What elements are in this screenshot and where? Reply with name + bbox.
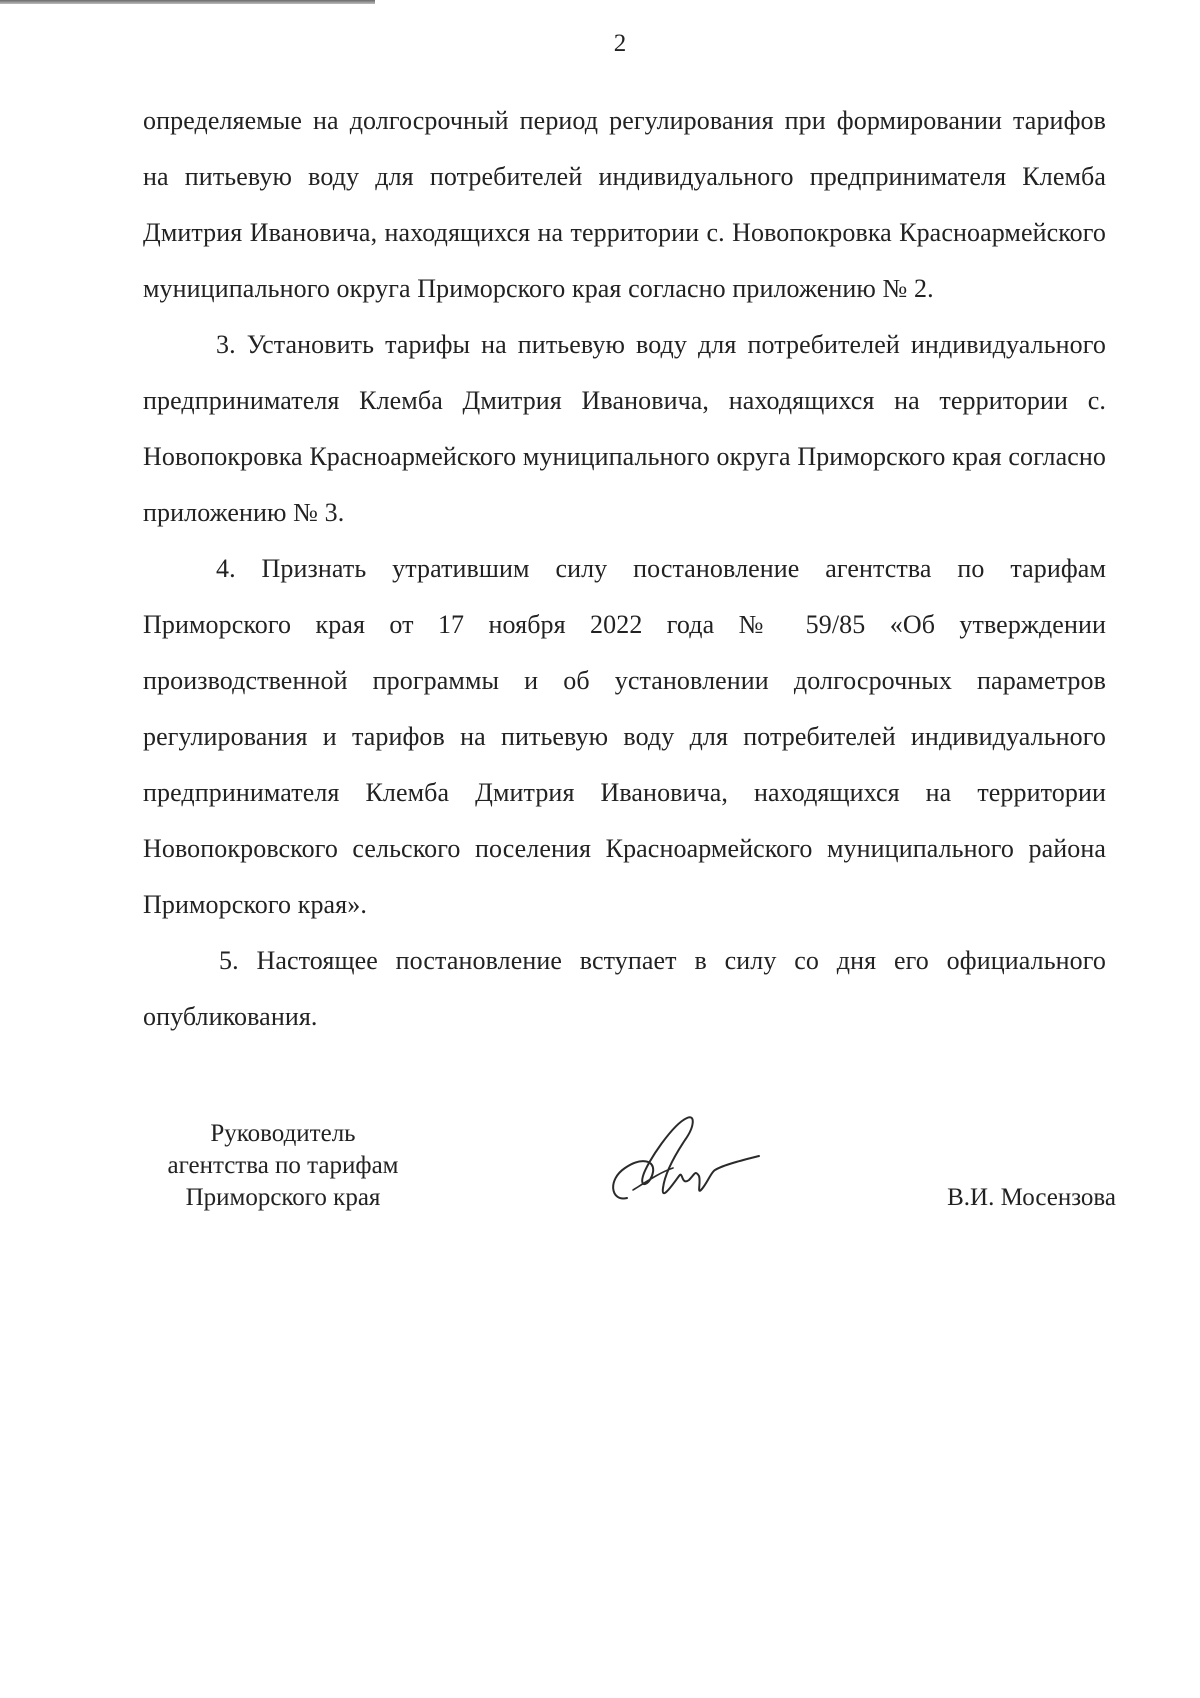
signer-position-line: агентства по тарифам <box>167 1152 399 1179</box>
paragraph-continuation: определяемые на долгосрочный период регулирования при формировании тарифов на питьевую воду для потребителей индивидуального предпринимателя Клемба Дмитрия Ивановича, находящихся на территории с. Новопокровка Красноармейского муниципального округа Приморского края согласно приложению № 2. <box>143 106 1106 303</box>
paragraph-item-5: 5. Настоящее постановление вступает в силу со дня его официального опубликования. <box>143 946 1106 1031</box>
paragraph-item-3: 3. Установить тарифы на питьевую воду для потребителей индивидуального предпринимателя Клемба Дмитрия Ивановича, находящихся на территории с. Новопокровка Красноармейского муниципального округа Приморского края согласно приложению № 3. <box>143 330 1106 527</box>
signer-position-line: Приморского края <box>185 1184 381 1211</box>
paragraph-item-4: 4. Признать утратившим силу постановление агентства по тарифам Приморского края от 17 ноября 2022 года № 59/85 «Об утверждении производственной программы и об установлении долгосрочных параметров регулирования и тарифов на питьевую воду для потребителей индивидуального предпринимателя Клемба Дмитрия Ивановича, находящихся на территории Новопокровского сельского поселения Красноармейского муниципального района Приморского края». <box>143 554 1106 919</box>
signer-position-line: Руководитель <box>210 1120 356 1147</box>
document-body <box>143 93 1106 1045</box>
signer-position <box>148 1118 418 1214</box>
signer-name: В.И. Мосензова <box>947 1184 1116 1211</box>
handwritten-signature <box>603 1110 763 1210</box>
scan-edge <box>0 0 375 4</box>
signature-block <box>143 1118 1116 1238</box>
page-number: 2 <box>613 30 627 57</box>
